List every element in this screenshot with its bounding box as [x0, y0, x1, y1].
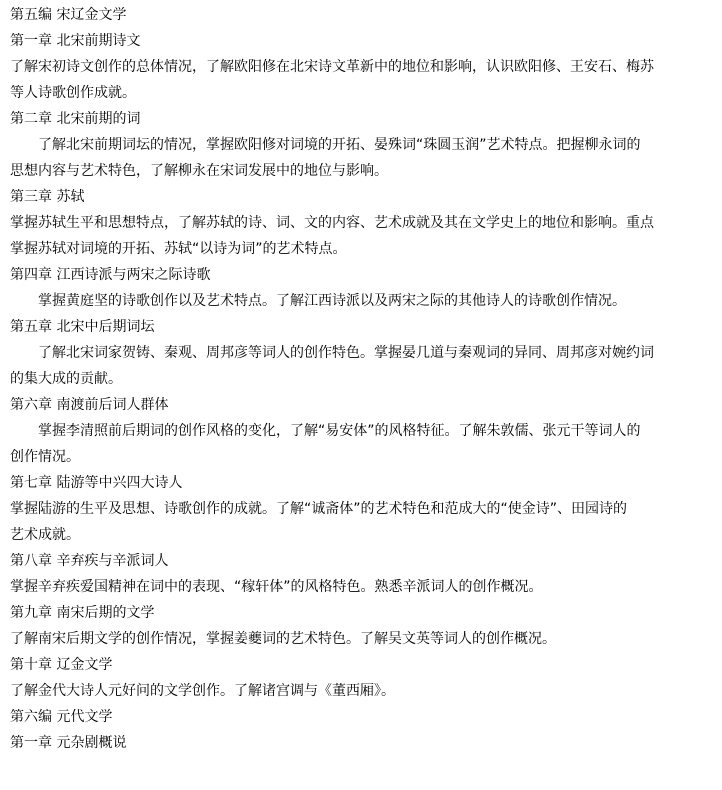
- paragraph-line: 掌握苏轼对词境的开拓、苏轼“以诗为词”的艺术特点。: [10, 241, 347, 257]
- paragraph-line: 掌握陆游的生平及思想、诗歌创作的成就。了解“诚斋体”的艺术特色和范成大的“使金诗”、田园诗的: [10, 501, 628, 517]
- chapter-heading: 第一章 元杂剧概说: [10, 735, 127, 751]
- paragraph-line: 了解宋初诗文创作的总体情况，了解欧阳修在北宋诗文革新中的地位和影响，认识欧阳修、王安石、梅苏: [10, 59, 654, 75]
- paragraph-line: 掌握黄庭坚的诗歌创作以及艺术特点。了解江西诗派以及两宋之际的其他诗人的诗歌创作情况。: [38, 293, 626, 309]
- chapter-heading: 第五章 北宋中后期词坛: [10, 319, 155, 335]
- chapter-heading: 第十章 辽金文学: [10, 657, 113, 673]
- paragraph-line: 思想内容与艺术特色，了解柳永在宋词发展中的地位与影响。: [10, 163, 388, 179]
- chapter-heading: 第七章 陆游等中兴四大诗人: [10, 475, 183, 491]
- paragraph-line: 了解北宋前期词坛的情况，掌握欧阳修对词境的开拓、晏殊词“珠圆玉润”艺术特点。把握柳永词的: [38, 137, 641, 153]
- chapter-heading: 第四章 江西诗派与两宋之际诗歌: [10, 267, 211, 283]
- paragraph-line: 掌握李清照前后期词的创作风格的变化，了解“易安体”的风格特征。了解朱敦儒、张元干等词人的: [38, 423, 641, 439]
- chapter-heading: 第一章 北宋前期诗文: [10, 33, 141, 49]
- chapter-heading: 第二章 北宋前期的词: [10, 111, 141, 127]
- paragraph-line: 了解金代大诗人元好问的文学创作。了解诸宫调与《董西厢》。: [10, 683, 395, 699]
- paragraph-line: 艺术成就。: [10, 527, 80, 543]
- paragraph-line: 的集大成的贡献。: [10, 371, 122, 387]
- paragraph-line: 等人诗歌创作成就。: [10, 85, 136, 101]
- paragraph-line: 了解北宋词家贺铸、秦观、周邦彦等词人的创作特色。掌握晏几道与秦观词的异同、周邦彦对婉约词: [38, 345, 654, 361]
- paragraph-line: 了解南宋后期文学的创作情况，掌握姜夔词的艺术特色。了解吴文英等词人的创作概况。: [10, 631, 556, 647]
- chapter-heading: 第六章 南渡前后词人群体: [10, 397, 169, 413]
- chapter-heading: 第三章 苏轼: [10, 189, 85, 205]
- paragraph-line: 掌握苏轼生平和思想特点，了解苏轼的诗、词、文的内容、艺术成就及其在文学史上的地位和影响。重点: [10, 215, 654, 231]
- part-heading: 第六编 元代文学: [10, 709, 113, 725]
- paragraph-line: 创作情况。: [10, 449, 80, 465]
- paragraph-line: 掌握辛弃疾爱国精神在词中的表现、“稼轩体”的风格特色。熟悉辛派词人的创作概况。: [10, 579, 543, 595]
- chapter-heading: 第九章 南宋后期的文学: [10, 605, 155, 621]
- part-heading: 第五编 宋辽金文学: [10, 7, 127, 23]
- chapter-heading: 第八章 辛弃疾与辛派词人: [10, 553, 169, 569]
